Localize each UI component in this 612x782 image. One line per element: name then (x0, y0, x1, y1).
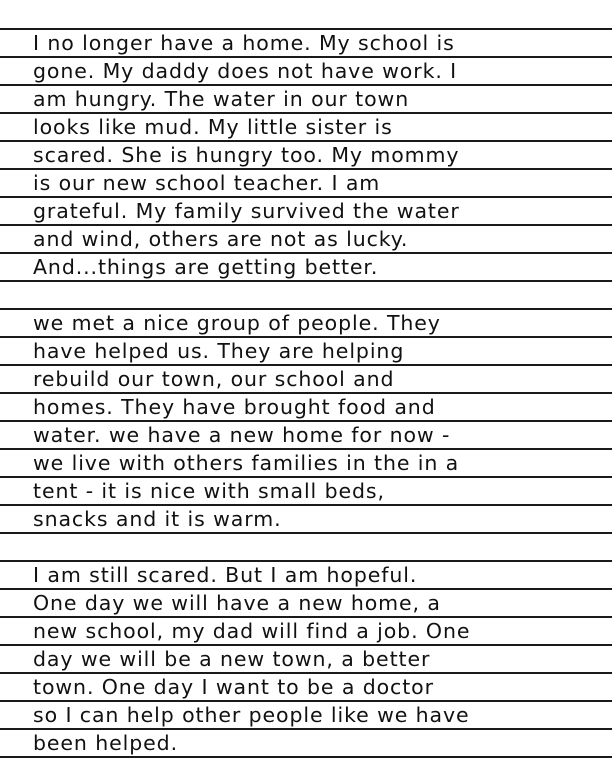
text-line: I no longer have a home. My school is (33, 31, 455, 55)
ruled-line (0, 644, 612, 646)
ruled-line (0, 364, 612, 366)
ruled-line (0, 504, 612, 506)
ruled-line (0, 280, 612, 282)
text-line: One day we will have a new home, a (33, 591, 441, 615)
ruled-line (0, 140, 612, 142)
ruled-line (0, 112, 612, 114)
ruled-line (0, 196, 612, 198)
text-line: And...things are getting better. (33, 255, 379, 279)
text-line: been helped. (33, 731, 179, 755)
text-line: and wind, others are not as lucky. (33, 227, 409, 251)
text-line: have helped us. They are helping (33, 339, 405, 363)
ruled-line (0, 420, 612, 422)
text-line: new school, my dad will find a job. One (33, 619, 471, 643)
text-line: tent - it is nice with small beds, (33, 479, 385, 503)
ruled-line (0, 28, 612, 30)
text-line: scared. She is hungry too. My mommy (33, 143, 460, 167)
ruled-line (0, 616, 612, 618)
ruled-line (0, 56, 612, 58)
ruled-line (0, 392, 612, 394)
ruled-line (0, 588, 612, 590)
ruled-line (0, 672, 612, 674)
ruled-line (0, 448, 612, 450)
ruled-line (0, 252, 612, 254)
ruled-line (0, 308, 612, 310)
ruled-line (0, 728, 612, 730)
text-line: is our new school teacher. I am (33, 171, 381, 195)
text-line: grateful. My family survived the water (33, 199, 460, 223)
ruled-line (0, 168, 612, 170)
ruled-line (0, 700, 612, 702)
ruled-line (0, 84, 612, 86)
text-line: so I can help other people like we have (33, 703, 470, 727)
text-line: homes. They have brought food and (33, 395, 436, 419)
ruled-line (0, 532, 612, 534)
text-line: gone. My daddy does not have work. I (33, 59, 458, 83)
text-line: we live with others families in the in a (33, 451, 460, 475)
text-line: am hungry. The water in our town (33, 87, 410, 111)
ruled-line (0, 476, 612, 478)
text-line: day we will be a new town, a better (33, 647, 431, 671)
ruled-line (0, 560, 612, 562)
text-line: snacks and it is warm. (33, 507, 282, 531)
text-line: water. we have a new home for now - (33, 423, 451, 447)
text-line: town. One day I want to be a doctor (33, 675, 434, 699)
text-line: looks like mud. My little sister is (33, 115, 393, 139)
text-line: we met a nice group of people. They (33, 311, 441, 335)
ruled-line (0, 224, 612, 226)
ruled-line (0, 336, 612, 338)
text-line: rebuild our town, our school and (33, 367, 395, 391)
ruled-line (0, 756, 612, 758)
text-line: I am still scared. But I am hopeful. (33, 563, 418, 587)
